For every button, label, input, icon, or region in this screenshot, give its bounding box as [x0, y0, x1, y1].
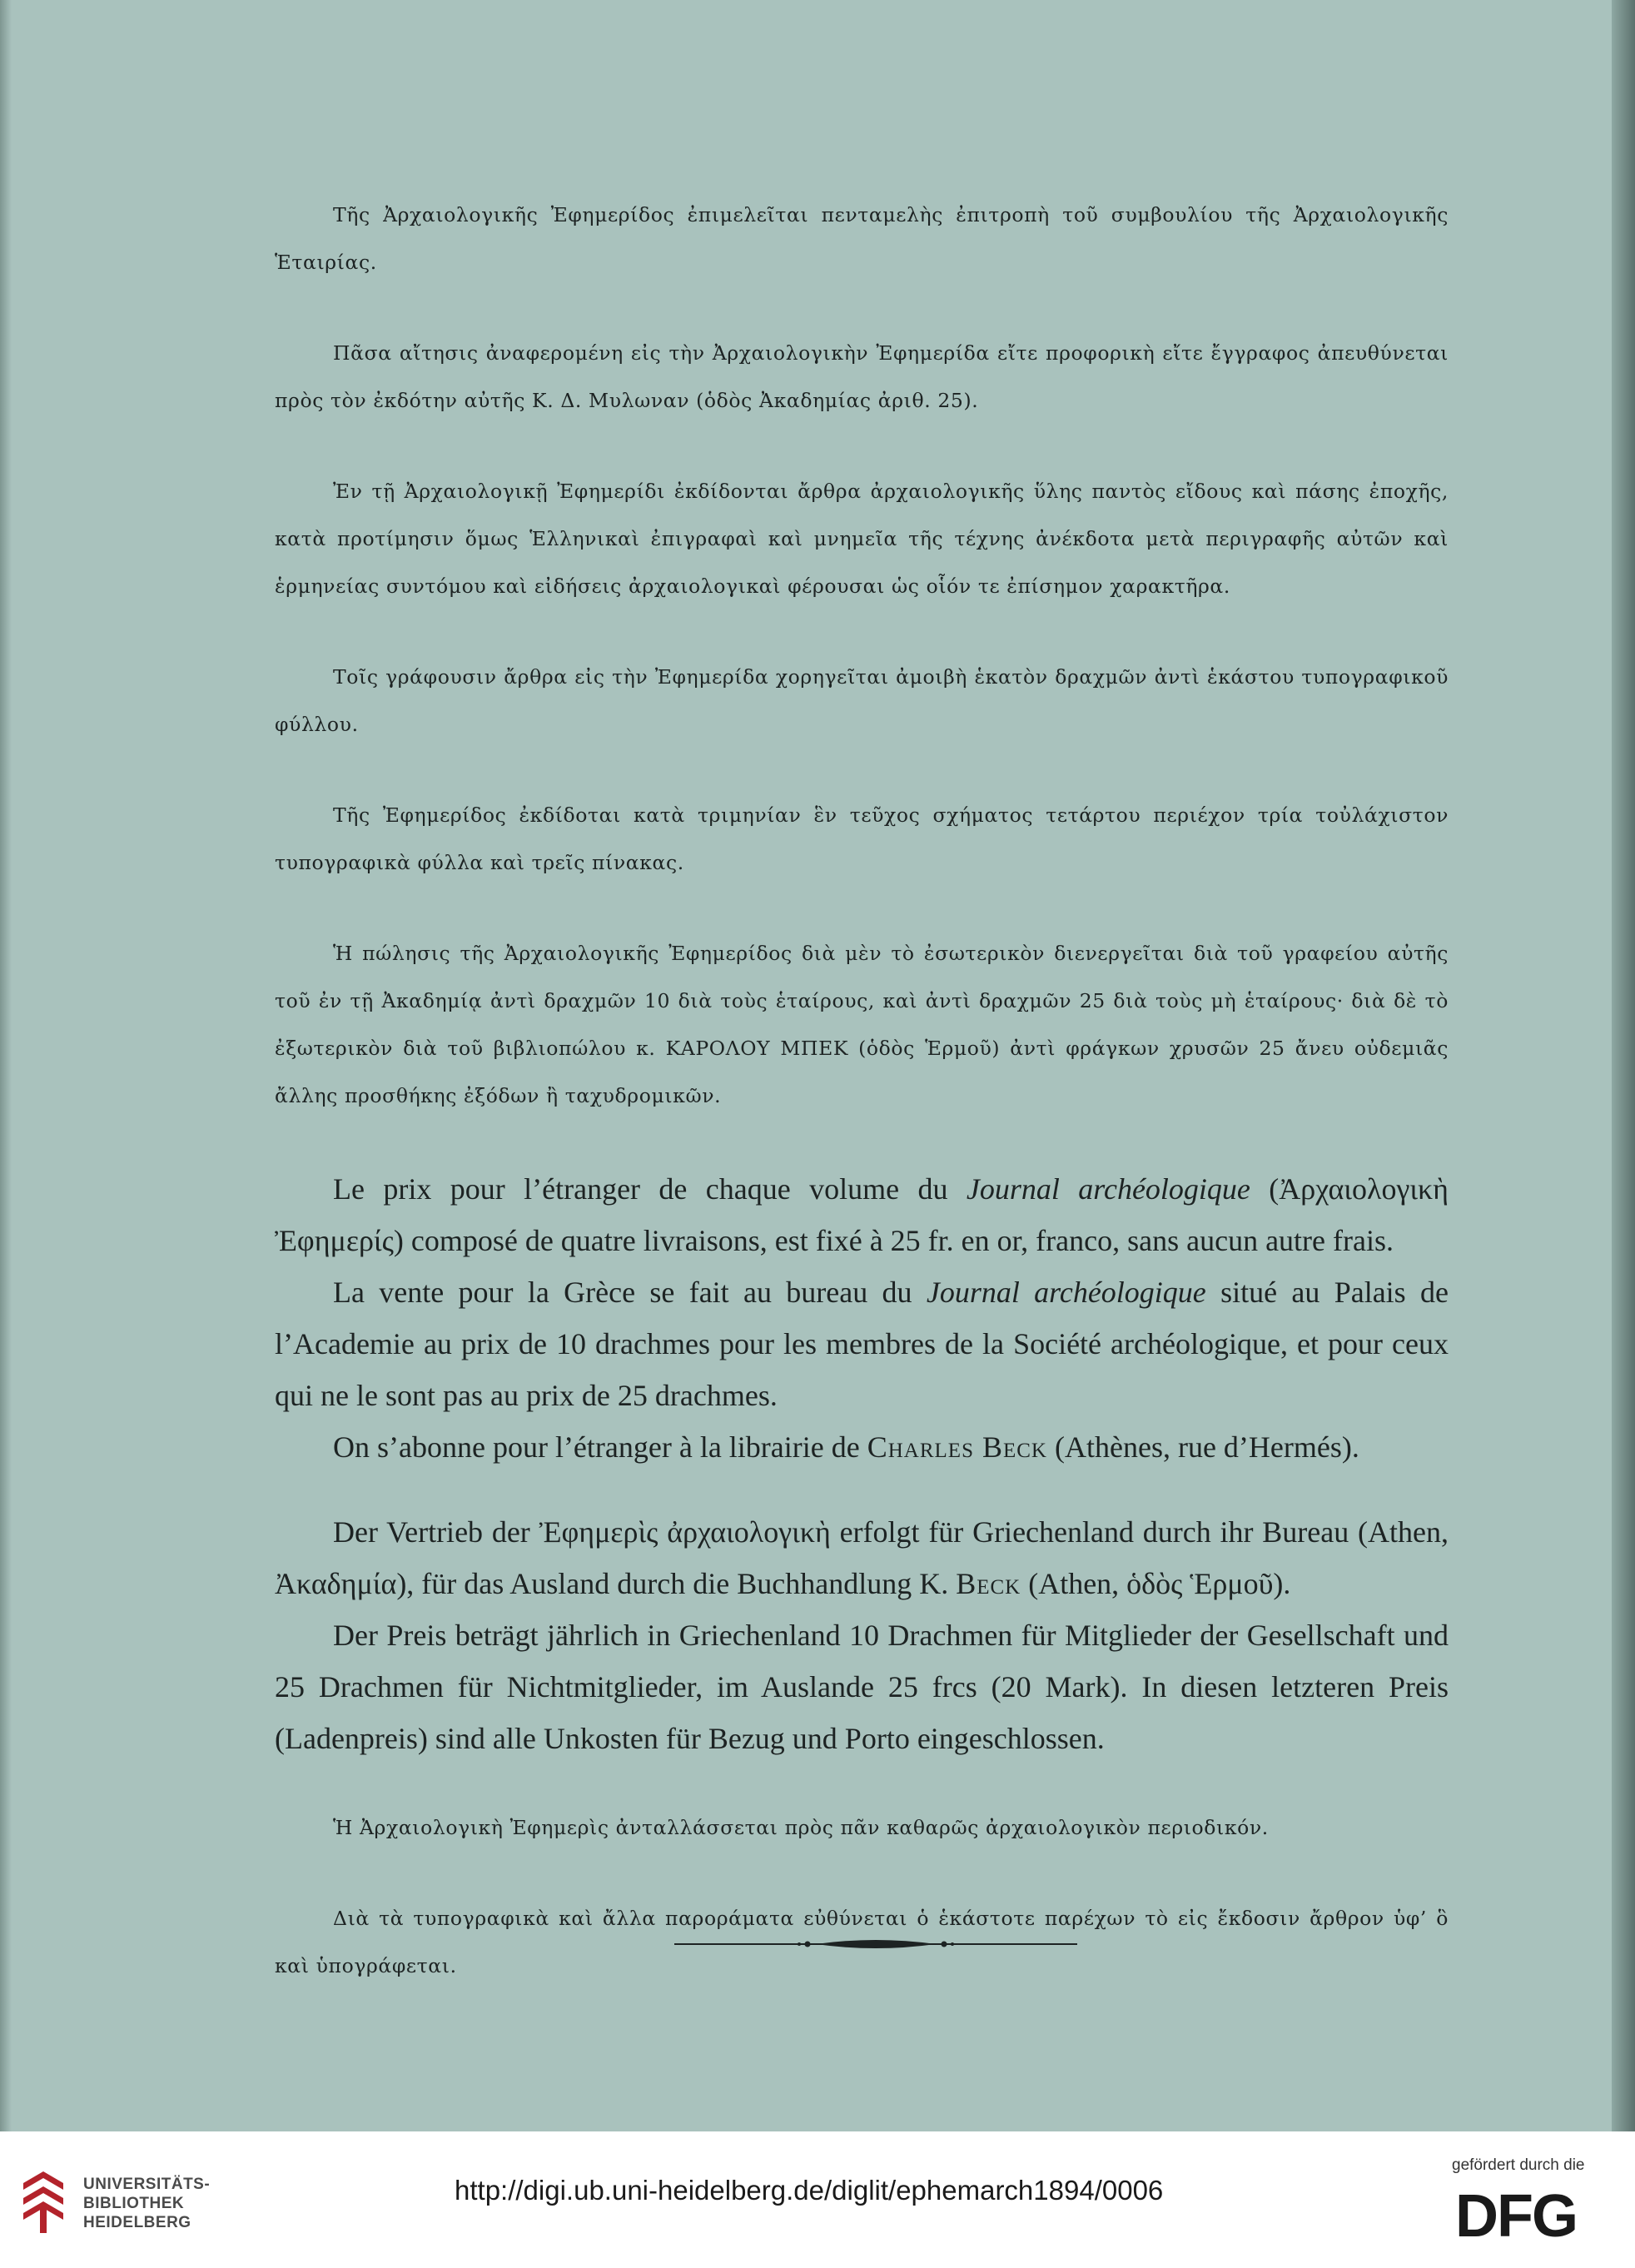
text-segment: La vente pour la Grèce se fait au bureau du: [333, 1276, 927, 1309]
paragraph-sales-greek: Ἡ πώλησις τῆς Ἀρχαιολογικῆς Ἐφημερίδος διὰ μὲν τὸ ἐσωτερικὸν διενεργεῖται διὰ τοῦ γραφείου αὐτῆς τοῦ ἐν τῇ Ἀκαδημίᾳ ἀντὶ δραχμῶν 10 διὰ τοὺς ἑταίρους, καὶ ἀντὶ δραχμῶν 25 διὰ τοὺς μὴ ἑταίρους· διὰ δὲ τὸ ἐξωτερικὸν διὰ τοῦ βιβλιοπώλου κ. ΚΑΡΟΛΟΥ ΜΠΕΚ (ὁδὸς Ἑρμοῦ) ἀντὶ φράγκων χρυσῶν 25 ἄνευ οὐδεμιᾶς ἄλλης προσθήκης ἐξόδων ἢ ταχυδρομικῶν.: [275, 942, 1449, 1107]
dfg-logo: [1455, 2186, 1613, 2245]
text-segment: (Athènes, rue d’Hermés).: [1047, 1430, 1359, 1464]
french-notice: [275, 1163, 1449, 1473]
paragraph-french-sales: [275, 1266, 1449, 1421]
paragraph-french-price: [275, 1163, 1449, 1266]
footer-bar: [0, 2131, 1635, 2268]
paragraph-errata: Διὰ τὰ τυπογραφικὰ καὶ ἄλλα παροράματα εὐθύνεται ὁ ἑκάστοτε παρέχων τὸ εἰς ἔκδοσιν ἄρθρον ὑφ’ ὃ καὶ ὑπογράφεται.: [275, 1907, 1449, 1977]
text-segment: (Athen, ὁδὸς Ἑρμοῦ).: [1021, 1567, 1291, 1600]
journal-title-italic: Journal archéologique: [926, 1276, 1206, 1309]
paragraph-german-distribution: [275, 1506, 1449, 1609]
text-segment: Le prix pour l’étranger de chaque volume du: [333, 1172, 967, 1206]
text-segment: situé au Palais de l’Academie au prix de 10 drachmes pour les membres de la Société archéologique, et pour ceux qui ne le sont pas au prix de 25 drachmes.: [275, 1276, 1449, 1412]
source-url-link[interactable]: http://digi.ub.uni-heidelberg.de/diglit/ephemarch1894/0006: [455, 2175, 1164, 2206]
university-library-logo-icon: [18, 2165, 70, 2240]
journal-title-italic: Journal archéologique: [966, 1172, 1250, 1206]
bookseller-name: Beck: [956, 1567, 1021, 1600]
ornament-rule: [674, 1933, 1077, 1955]
paragraph-issue-frequency: Τῆς Ἐφημερίδος ἐκδίδοται κατὰ τριμηνίαν ἓν τεῦχος σχήματος τετάρτου περιέχον τρία τοὐλάχιστον τυπογραφικὰ φύλλα καὶ τρεῖς πίνακας.: [275, 803, 1449, 874]
bookseller-name: Charles Beck: [867, 1430, 1047, 1464]
library-name-line: HEIDELBERG: [83, 2214, 191, 2231]
paragraph-french-subscription: [275, 1421, 1449, 1473]
dfg-logo-text: DFG: [1455, 2186, 1577, 2245]
library-name-line: BIBLIOTHEK: [83, 2195, 185, 2212]
paragraph-article-scope: Ἐν τῇ Ἀρχαιολογικῇ Ἐφημερίδι ἐκδίδονται ἄρθρα ἀρχαιολογικῆς ὕλης παντὸς εἴδους καὶ πάσης ἐποχῆς, κατὰ προτίμησιν ὅμως Ἑλληνικαὶ ἐπιγραφαὶ καὶ μνημεῖα τῆς τέχνης ἀνέκδοτα μετὰ περιγραφῆς αὐτῶν καὶ ἑρμηνείας συντόμου καὶ εἰδήσεις ἀρχαιολογικαὶ φέρουσαι ὡς οἷόν τε ἐπίσημον χαρακτῆρα.: [275, 480, 1449, 598]
page-edge-right: [1612, 0, 1635, 2131]
text-segment: Der Vertrieb der Ἐφημερὶς ἀρχαιολογικὴ erfolgt für Griechenland durch ihr Bureau (Athen, Ἀκαδημία), für das Ausland durch die Buchhandlung K.: [275, 1515, 1449, 1600]
paragraph-author-fee: Τοῖς γράφουσιν ἄρθρα εἰς τὴν Ἐφημερίδα χορηγεῖται ἀμοιβὴ ἑκατὸν δραχμῶν ἀντὶ ἑκάστου τυπογραφικοῦ φύλλου.: [275, 665, 1449, 736]
library-name: [83, 2175, 210, 2232]
funding-label: gefördert durch die: [1452, 2156, 1585, 2174]
paragraph-exchange: Ἡ Ἀρχαιολογικὴ Ἐφημερὶς ἀνταλλάσσεται πρὸς πᾶν καθαρῶς ἀρχαιολογικὸν περιοδικόν.: [333, 1816, 1269, 1839]
library-name-line: UNIVERSITÄTS-: [83, 2176, 211, 2193]
page-text: [275, 191, 1449, 2033]
text-segment: (Ἀρχαιολογικὴ Ἐφημερίς) composé de quatre livraisons, est fixé à 25 fr. en or, franco, sans aucun autre frais.: [275, 1172, 1449, 1257]
page-edge-left: [0, 0, 12, 2131]
paragraph-correspondence: Πᾶσα αἴτησις ἀναφερομένη εἰς τὴν Ἀρχαιολογικὴν Ἐφημερίδα εἴτε προφορικὴ εἴτε ἔγγραφος ἀπευθύνεται πρὸς τὸν ἐκδότην αὐτῆς Κ. Δ. Μυλωναν (ὁδὸς Ἀκαδημίας ἀριθ. 25).: [275, 341, 1449, 412]
german-notice: [275, 1506, 1449, 1764]
text-segment: On s’abonne pour l’étranger à la librairie de: [333, 1430, 867, 1464]
paragraph-editorial-committee: Τῆς Ἀρχαιολογικῆς Ἐφημερίδος ἐπιμελεῖται πενταμελὴς ἐπιτροπὴ τοῦ συμβουλίου τῆς Ἀρχαιολογικῆς Ἑταιρίας.: [275, 203, 1449, 274]
paragraph-german-price: Der Preis beträgt jährlich in Griechenland 10 Drachmen für Mitglieder der Gesellschaft und 25 Drachmen für Nichtmitglieder, im Auslande 25 frcs (20 Mark). In diesen letzteren Preis (Ladenpreis) sind alle Unkosten für Bezug und Porto eingeschlossen.: [275, 1619, 1449, 1755]
